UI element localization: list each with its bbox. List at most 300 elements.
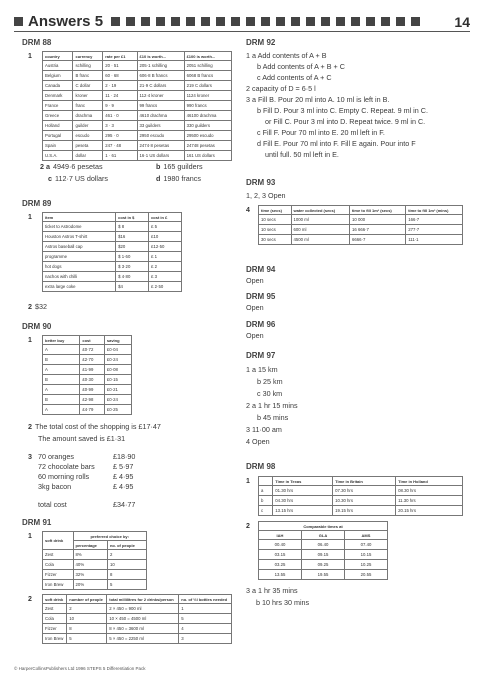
header-row [43, 52, 232, 61]
table-cell: 10 secs [259, 215, 292, 225]
table-cell: Austria [43, 61, 73, 71]
table-row [43, 91, 232, 101]
table-cell: £ 2 [149, 262, 182, 272]
item-name: 3kg bacon [38, 482, 72, 491]
table-cell: 20% [73, 580, 107, 590]
header-row [259, 477, 463, 486]
page-header [14, 12, 470, 32]
table-row [43, 121, 232, 131]
table-row [43, 111, 232, 121]
table-cell: £12·50 [149, 242, 182, 252]
drm96-heading: DRM 96 [246, 320, 276, 329]
item-price: £ 4·95 [113, 482, 134, 491]
table-cell: 8 × 450 = 3600 ml [107, 624, 179, 634]
table-cell: Denmark [43, 91, 73, 101]
column-header: currency [73, 52, 103, 61]
table-cell: 606·8 B francs [137, 71, 184, 81]
table-row [43, 604, 232, 614]
table-row [43, 385, 132, 395]
table-row [43, 345, 132, 355]
column-header: cost in $ [116, 213, 149, 222]
table-cell: $20 [116, 242, 149, 252]
table-row [259, 560, 388, 570]
table-cell: 60 · 68 [103, 71, 137, 81]
table-cell: drachma [73, 111, 103, 121]
table-cell: 30 secs [259, 235, 292, 245]
table-cell: 4500 ml [291, 235, 349, 245]
table-cell: 8% [73, 550, 107, 560]
table-cell: £1·99 [80, 365, 105, 375]
column-header: time to fill 1m³ (mins) [406, 206, 463, 215]
table-cell: Astros baseball cap [43, 242, 116, 252]
answer-line: d Fill E. Pour 70 ml into F. Fill E again. Pour into F [257, 139, 416, 148]
square-icon [14, 17, 23, 26]
drm95-heading: DRM 95 [246, 292, 276, 301]
answer-line: b Fill D. Pour 3 ml into C. Empty C. Repeat. 9 ml in C. [257, 106, 428, 115]
table-cell: 1 [179, 604, 232, 614]
table-row [43, 614, 232, 624]
table-cell: Zest [43, 550, 74, 560]
table-row [43, 151, 232, 161]
table-cell: 10 × 450 = 4500 ml [107, 614, 179, 624]
table-cell: £0·15 [104, 375, 131, 385]
drm90-heading: DRM 90 [22, 322, 52, 331]
table-cell: 219 C dollars [184, 81, 231, 91]
table-cell: Canada [43, 81, 73, 91]
column-header: £10 is worth... [137, 52, 184, 61]
table-cell: $ 4·80 [116, 272, 149, 282]
table-row [43, 81, 232, 91]
table-row [259, 506, 463, 516]
drm97-answers [246, 364, 446, 448]
table-cell: 10.15 [345, 550, 388, 560]
drm98-a3b: b 10 hrs 30 mins [256, 598, 310, 607]
table-cell: 1124 kroner [184, 91, 231, 101]
table-cell: 07.40 [345, 540, 388, 550]
table-row [43, 272, 182, 282]
column-header: time (secs) [259, 206, 292, 215]
table-cell: Fizzer [43, 570, 74, 580]
drm89-a2: 2 $32 [28, 302, 47, 311]
table-cell: B [43, 355, 80, 365]
answer-line: 2 a 1 hr 15 mins [246, 401, 298, 410]
table-cell: £ 1 [149, 252, 182, 262]
column-header: water collected (secs) [291, 206, 349, 215]
table-cell: £0·99 [80, 385, 105, 395]
table-cell: 13.55 [259, 570, 302, 580]
table-cell: 11 · 24 [103, 91, 137, 101]
table-row [43, 141, 232, 151]
drm98-comparable-table: Comparable times at IAH GLA AMS 00.40 06.40 07.40 03.15 09.15 10.15 03.25 09.25 10.25 13.55 19.55 20.55 [258, 521, 388, 580]
list-item [38, 452, 158, 462]
table-cell: 24748 pesetas [184, 141, 231, 151]
item-name: 60 morning rolls [38, 472, 90, 481]
answer-line: 2 capacity of D = 6·5 l [246, 84, 316, 93]
table-cell: 21·9 C dollars [137, 81, 184, 91]
table-cell: 03.15 [259, 550, 302, 560]
header-decoration [111, 17, 454, 26]
drm90-a3-list [38, 452, 158, 492]
table-cell: 6666·7 [349, 235, 405, 245]
header-row [259, 531, 388, 540]
table-cell: 10.25 [345, 560, 388, 570]
table-cell: schilling [73, 61, 103, 71]
column-header: GLA [302, 531, 345, 540]
answer-line: 3 11·00 am [246, 425, 282, 434]
table-cell: 6068 B francs [184, 71, 231, 81]
table-cell: 295 · 0 [103, 131, 137, 141]
table-cell: extra large coke [43, 282, 116, 292]
drm91-bottles-table: soft drink number of people total millilitres for 2 drinks/person no. of ½l bottles needed Zest 2 2 × 450 = 900 ml 1 Cola 10 10 × 450 = 4500 ml 5 Fizzer 8 8 × 450 = 3600 ml 4 Iron Brew 5 5 × 450 = 2250 ml 3 [42, 594, 232, 644]
drm90-a2-line2: The amount saved is £1·31 [38, 434, 126, 443]
table-cell: Houston Astros T-shirt [43, 232, 116, 242]
list-item [38, 472, 158, 482]
table-row [259, 540, 388, 550]
table-cell: £2·98 [80, 395, 105, 405]
table-cell: B [43, 395, 80, 405]
table-cell: peseta [73, 141, 103, 151]
table-row [43, 405, 132, 415]
answer-line: b 25 km [257, 377, 283, 386]
drm90-a2-line1: 2 The total cost of the shopping is £17·47 [28, 422, 161, 431]
table-cell: £10 [149, 232, 182, 242]
table-cell: 13.15 hrs [273, 506, 333, 516]
drm88-q1-number: 1 [28, 53, 32, 60]
answer-line: until full. 50 ml left in E. [265, 150, 339, 159]
table-row [259, 215, 463, 225]
page-number: 14 [454, 13, 470, 30]
table-cell: 247 · 48 [103, 141, 137, 151]
drm98-heading: DRM 98 [246, 462, 276, 471]
table-cell: Cola [43, 614, 67, 624]
table-row [43, 375, 132, 385]
list-item [38, 462, 158, 472]
table-cell: Portugal [43, 131, 73, 141]
table-cell: 20.55 [345, 570, 388, 580]
table-cell: £0·30 [80, 375, 105, 385]
table-cell: 19.55 [302, 570, 345, 580]
table-cell: 2051 schilling [184, 61, 231, 71]
table-row [43, 71, 232, 81]
drm93-water-table [258, 205, 463, 245]
drm91-heading: DRM 91 [22, 518, 52, 527]
table-cell: 10 [67, 614, 107, 624]
table-cell: programme [43, 252, 116, 262]
answer-line: b 45 mins [257, 413, 289, 422]
table-row [43, 365, 132, 375]
drm93-heading: DRM 93 [246, 178, 276, 187]
table-cell: 20 · 51 [103, 61, 137, 71]
table-cell: Holland [43, 121, 73, 131]
table-cell: 16·1 US dollars [137, 151, 184, 161]
table-cell: 08.30 hrs [396, 486, 463, 496]
column-header: item [43, 213, 116, 222]
drm98-time-table [258, 476, 463, 516]
drm93-a123: 1, 2, 3 Open [246, 191, 286, 200]
table-cell: £4·79 [80, 405, 105, 415]
item-price: £ 5·97 [113, 462, 134, 471]
column-header: Time in Britain [333, 477, 396, 486]
table-row [259, 235, 463, 245]
table-cell: guilder [73, 121, 103, 131]
table-cell: £0·24 [104, 395, 131, 405]
table-cell: a [259, 486, 273, 496]
table-row [43, 262, 182, 272]
table-cell: 99 francs [137, 101, 184, 111]
table-cell: 40% [73, 560, 107, 570]
drm98-q2-number: 2 [246, 523, 250, 530]
table-cell: £2·70 [80, 355, 105, 365]
column-header: time to fill 1m³ (secs) [349, 206, 405, 215]
table-cell: 3 [179, 634, 232, 644]
answer-line: c Add contents of A + C [257, 73, 332, 82]
table-cell: £ 5 [149, 222, 182, 232]
column-header: saving [104, 336, 131, 345]
table-cell: £0·24 [104, 355, 131, 365]
table-cell: £0·72 [80, 345, 105, 355]
table-cell: Greece [43, 111, 73, 121]
column-header: Time in Holland [396, 477, 463, 486]
table-cell: 19.15 hrs [333, 506, 396, 516]
table-cell: 166·7 [406, 215, 463, 225]
table-cell: 10 secs [259, 225, 292, 235]
table-cell: $4 [116, 282, 149, 292]
drm89-q1-number: 1 [28, 214, 32, 221]
column-header: cost in £ [149, 213, 182, 222]
column-header: country [43, 52, 73, 61]
table-cell: 10 [107, 560, 146, 570]
table-row [259, 225, 463, 235]
table-cell: A [43, 345, 80, 355]
table-row [259, 486, 463, 496]
table-cell: 46100 drachma [184, 111, 231, 121]
drm88-a2c: c 112·7 US dollars [48, 174, 108, 183]
table-cell: b [259, 496, 273, 506]
table-row [43, 634, 232, 644]
column-header: better buy [43, 336, 80, 345]
table-row [259, 496, 463, 506]
column-header: AMS [345, 531, 388, 540]
table-cell: Cola [43, 560, 74, 570]
drm89-cost-table [42, 212, 182, 292]
table-row [43, 252, 182, 262]
table-cell: A [43, 365, 80, 375]
table-cell: A [43, 385, 80, 395]
column-header: rate per £1 [103, 52, 137, 61]
header-row [259, 206, 463, 215]
table-cell: 161 US dollars [184, 151, 231, 161]
table-cell: 09.25 [302, 560, 345, 570]
table-cell: 9 · 9 [103, 101, 137, 111]
drm90-a3-number: 3 [28, 452, 32, 461]
answer-line: 1 a 15 km [246, 365, 278, 374]
table-cell: kroner [73, 91, 103, 101]
table-cell: 2 [107, 550, 146, 560]
table-cell: 06.40 [302, 540, 345, 550]
table-cell: 29500 escudo [184, 131, 231, 141]
column-header: cost [80, 336, 105, 345]
table-row [43, 570, 147, 580]
drm91-q2-number: 2 [28, 596, 32, 603]
table-row [259, 550, 388, 560]
list-item [38, 482, 158, 492]
table-cell: 4 [179, 624, 232, 634]
table-cell: A [43, 405, 80, 415]
answer-line: c 30 km [257, 389, 283, 398]
table-cell: 1 · 61 [103, 151, 137, 161]
table-cell: 5 [179, 614, 232, 624]
table-cell: 00.40 [259, 540, 302, 550]
table-cell: 461 · 0 [103, 111, 137, 121]
answer-line: or Fill C. Pour 3 ml into D. Repeat twice. 9 ml in C. [265, 117, 426, 126]
table-cell: $ 8 [116, 222, 149, 232]
table-cell: c [259, 506, 273, 516]
table-cell: 07.30 hrs [333, 486, 396, 496]
drm96-answer: Open [246, 331, 264, 340]
table-cell: 2474·8 pesetas [137, 141, 184, 151]
header-row [43, 336, 132, 345]
table-row [43, 222, 182, 232]
table-cell: 2 × 450 = 900 ml [107, 604, 179, 614]
table-cell: dollar [73, 151, 103, 161]
table-row [43, 395, 132, 405]
table-row [43, 580, 147, 590]
table-cell: 2 · 19 [103, 81, 137, 91]
table-cell: $ 1·60 [116, 252, 149, 262]
table-cell: $16 [116, 232, 149, 242]
table-cell: 205·1 schilling [137, 61, 184, 71]
drm92-answers [246, 50, 471, 160]
drm92-heading: DRM 92 [246, 38, 276, 47]
table-row [43, 355, 132, 365]
answer-line: b Add contents of A + B + C [257, 62, 345, 71]
table-cell: £0·21 [104, 385, 131, 395]
item-name: 72 chocolate bars [38, 462, 95, 471]
drm88-currency-table [42, 51, 232, 161]
table-row [43, 560, 147, 570]
table-cell: $ 3·20 [116, 262, 149, 272]
table-cell: 1000 ml [291, 215, 349, 225]
copyright-footer: © HarperCollinsPublishers Ltd 1996 STEPS 5 Differentiation Pack [14, 666, 146, 671]
drm88-heading: DRM 88 [22, 38, 52, 47]
table-cell: 8 [67, 624, 107, 634]
table-row [259, 570, 388, 580]
table-cell: Belgium [43, 71, 73, 81]
drm90-q1-number: 1 [28, 337, 32, 344]
column-header: £100 is worth... [184, 52, 231, 61]
table-cell: 11.30 hrs [396, 496, 463, 506]
table-cell: 277·7 [406, 225, 463, 235]
table-cell: 03.25 [259, 560, 302, 570]
table-cell: £0·25 [104, 405, 131, 415]
table-cell: Spain [43, 141, 73, 151]
table-cell: 3 · 3 [103, 121, 137, 131]
table-cell: 32% [73, 570, 107, 580]
table-cell: Zest [43, 604, 67, 614]
table-cell: 600 ml [291, 225, 349, 235]
drm88-a2b: b 165 guilders [156, 162, 203, 171]
table-cell: franc [73, 101, 103, 111]
table-cell: ticket to Astrodome [43, 222, 116, 232]
table-cell: Fizzer [43, 624, 67, 634]
table-cell: 5 [67, 634, 107, 644]
table-cell: 04.30 hrs [273, 496, 333, 506]
item-price: £ 4·95 [113, 472, 134, 481]
table-cell: 33 guilders [137, 121, 184, 131]
table-cell: C dollar [73, 81, 103, 91]
item-price: £18·90 [113, 452, 136, 461]
drm89-heading: DRM 89 [22, 199, 52, 208]
table-cell: hot dogs [43, 262, 116, 272]
answer-line: 4 Open [246, 437, 270, 446]
table-cell: £ 3 [149, 272, 182, 282]
column-header: IAH [259, 531, 302, 540]
table-cell: 20.15 hrs [396, 506, 463, 516]
table-row [43, 624, 232, 634]
table-cell: 112·4 kroner [137, 91, 184, 101]
table-cell: B franc [73, 71, 103, 81]
table-cell: 01.30 hrs [273, 486, 333, 496]
table-cell: 2950 escudo [137, 131, 184, 141]
table-cell: 5 × 450 = 2250 ml [107, 634, 179, 644]
table-cell: 16 666·7 [349, 225, 405, 235]
column-header: Time in Texas [273, 477, 333, 486]
table-row [43, 131, 232, 141]
table-cell: 8 [107, 570, 146, 580]
table-row [43, 282, 182, 292]
table-cell: 10 000 [349, 215, 405, 225]
table-cell: escudo [73, 131, 103, 141]
table-row [43, 242, 182, 252]
table-cell: France [43, 101, 73, 111]
table-cell: nachos with chilli [43, 272, 116, 282]
table-cell: 111·1 [406, 235, 463, 245]
drm94-heading: DRM 94 [246, 265, 276, 274]
table-cell: 330 guilders [184, 121, 231, 131]
drm90-a3-total: £34·77 [113, 500, 136, 509]
table-cell: £0·08 [104, 365, 131, 375]
drm88-a2d: d 1980 francs [156, 174, 201, 183]
column-header [259, 477, 273, 486]
answer-line: 1 a Add contents of A + B [246, 51, 327, 60]
table-cell: 4610 drachma [137, 111, 184, 121]
drm93-q4-number: 4 [246, 207, 250, 214]
drm90-better-buy-table [42, 335, 132, 415]
table-cell: Iron Brew [43, 634, 67, 644]
table-cell: 990 francs [184, 101, 231, 111]
page-title: Answers 5 [28, 13, 104, 30]
table-cell: B [43, 375, 80, 385]
drm91-q1-number: 1 [28, 533, 32, 540]
table-cell: 5 [107, 580, 146, 590]
table-row [43, 101, 232, 111]
table-cell: Iron Brew [43, 580, 74, 590]
table-cell: 10.30 hrs [333, 496, 396, 506]
drm90-a3-total-label: total cost [38, 500, 67, 509]
drm91-preference-table: soft drink preferred choice by: percentage no. of people Zest 8% 2 Cola 40% 10 Fizzer 32% 8 Iron Brew 20% 5 [42, 531, 147, 590]
table-cell: £0·04 [104, 345, 131, 355]
drm94-answer: Open [246, 276, 264, 285]
table-cell: U.S.A. [43, 151, 73, 161]
table-cell: 2 [67, 604, 107, 614]
header-row [43, 213, 182, 222]
table-row [43, 232, 182, 242]
drm98-q1-number: 1 [246, 478, 250, 485]
drm97-heading: DRM 97 [246, 351, 276, 360]
answer-line: c Fill F. Pour 70 ml into E. 20 ml left in F. [257, 128, 385, 137]
table-cell: 09.15 [302, 550, 345, 560]
table-row [43, 550, 147, 560]
